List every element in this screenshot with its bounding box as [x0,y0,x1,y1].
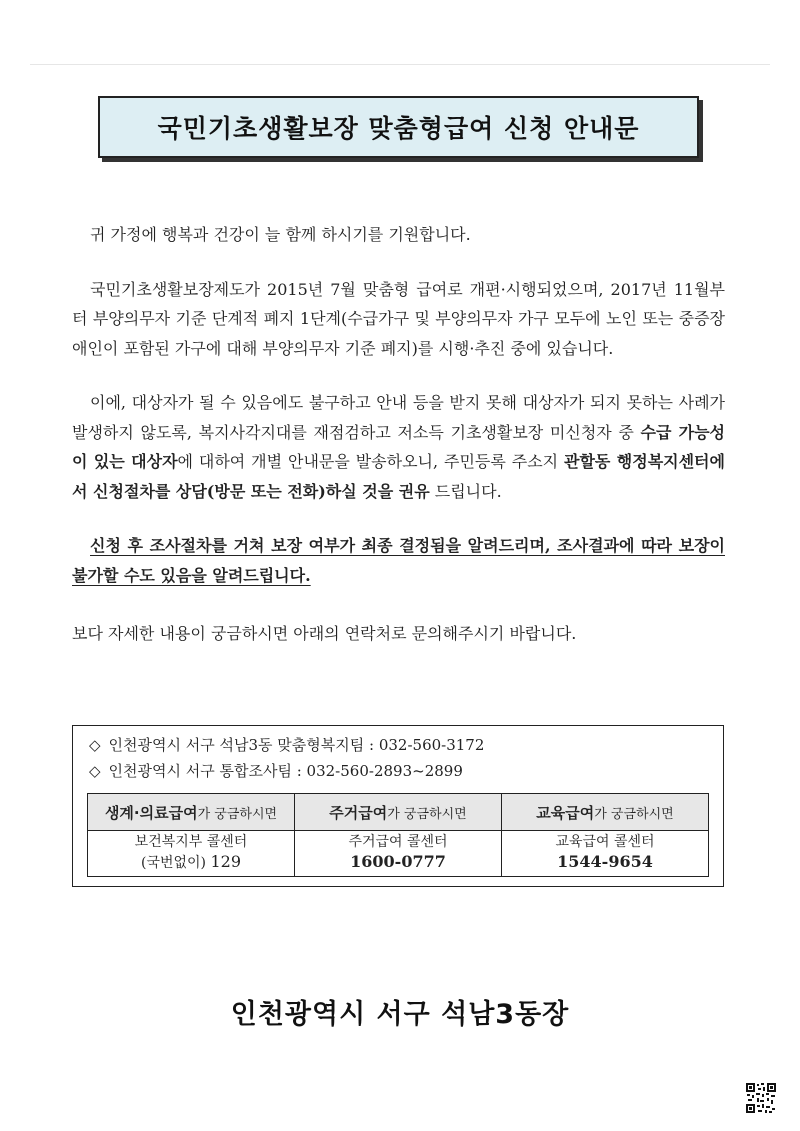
center-name: 주거급여 콜센터 [348,834,448,850]
contact-box [72,725,724,887]
contact-line-survey [89,760,463,781]
cell-housing [295,831,502,877]
diamond-bullet-icon: ◇ [89,762,101,780]
title-box [98,96,699,158]
cell-education [502,831,709,877]
contact-text-survey: 인천광역시 서구 통합조사팀 : 032-560-2893~2899 [108,762,463,780]
benefit-callcenter-table [87,793,709,877]
contact-text-dong: 인천광역시 서구 석남3동 맞춤형복지팀 : 032-560-3172 [108,736,485,754]
header-education: 교육급여가 궁금하시면 [502,794,709,831]
policy-paragraph: 국민기초생활보장제도가 2015년 7월 맞춤형 급여로 개편·시행되었으며, 2017년 11월부터 부양의무자 기준 단계적 폐지 1단계(수급가구 및 부양의무자 가구 모두에 노인 또는 중증장애인이 포함된 가구에 대해 부양의무자 기준 폐지)를 시행·추진 중에 있습니다. [72,279,725,358]
cell-livelihood-medical [88,831,295,877]
center-name: 보건복지부 콜센터 [134,834,248,850]
guidance-bold-2: 관할동 행정복지센터에서 신청절차를 상담(방문 또는 전화)하실 것을 권유 [72,452,725,501]
page-title: 국민기초생활보장 맞춤형급여 신청 안내문 [157,114,640,143]
guidance-text-1: 이에, 대상자가 될 수 있음에도 불구하고 안내 등을 받지 못해 대상자가 되지 못하는 사례가 발생하지 않도록, 복지사각지대를 재점검하고 저소득 기초생활보장 미신청자 중 [72,393,725,442]
contact-line-dong [89,734,484,755]
guidance-text-2: 에 대하여 개별 안내문을 발송하오니, 주민등록 주소지 [177,452,565,471]
phone-prefix: (국번없이) [140,855,211,871]
qr-code-icon [745,1082,777,1114]
top-divider [30,64,770,65]
phone-number: 129 [210,852,242,871]
header-livelihood-medical: 생계·의료급여가 궁금하시면 [88,794,295,831]
header-housing: 주거급여가 궁금하시면 [295,794,502,831]
guidance-paragraph [72,388,725,506]
guidance-bold-1: 수급 가능성이 있는 대상자 [72,422,725,471]
notice-paragraph: 신청 후 조사절차를 거쳐 보장 여부가 최종 결정됨을 알려드리며, 조사결과에 따라 보장이 불가할 수도 있음을 알려드립니다. [72,536,725,585]
table-row [88,831,709,877]
guidance-text-3: 드립니다. [429,481,502,501]
table-header-row [88,794,709,831]
issuer-signature: 인천광역시 서구 석남3동장 [230,999,570,1030]
closing-paragraph: 보다 자세한 내용이 궁금하시면 아래의 연락처로 문의해주시기 바랍니다. [72,624,577,643]
center-name: 교육급여 콜센터 [555,834,655,850]
phone-number: 1600-0777 [350,852,446,871]
diamond-bullet-icon: ◇ [89,736,101,754]
letter-body [72,220,725,649]
greeting-paragraph: 귀 가정에 행복과 건강이 늘 함께 하시기를 기원합니다. [90,225,471,244]
phone-number: 1544-9654 [557,852,653,871]
